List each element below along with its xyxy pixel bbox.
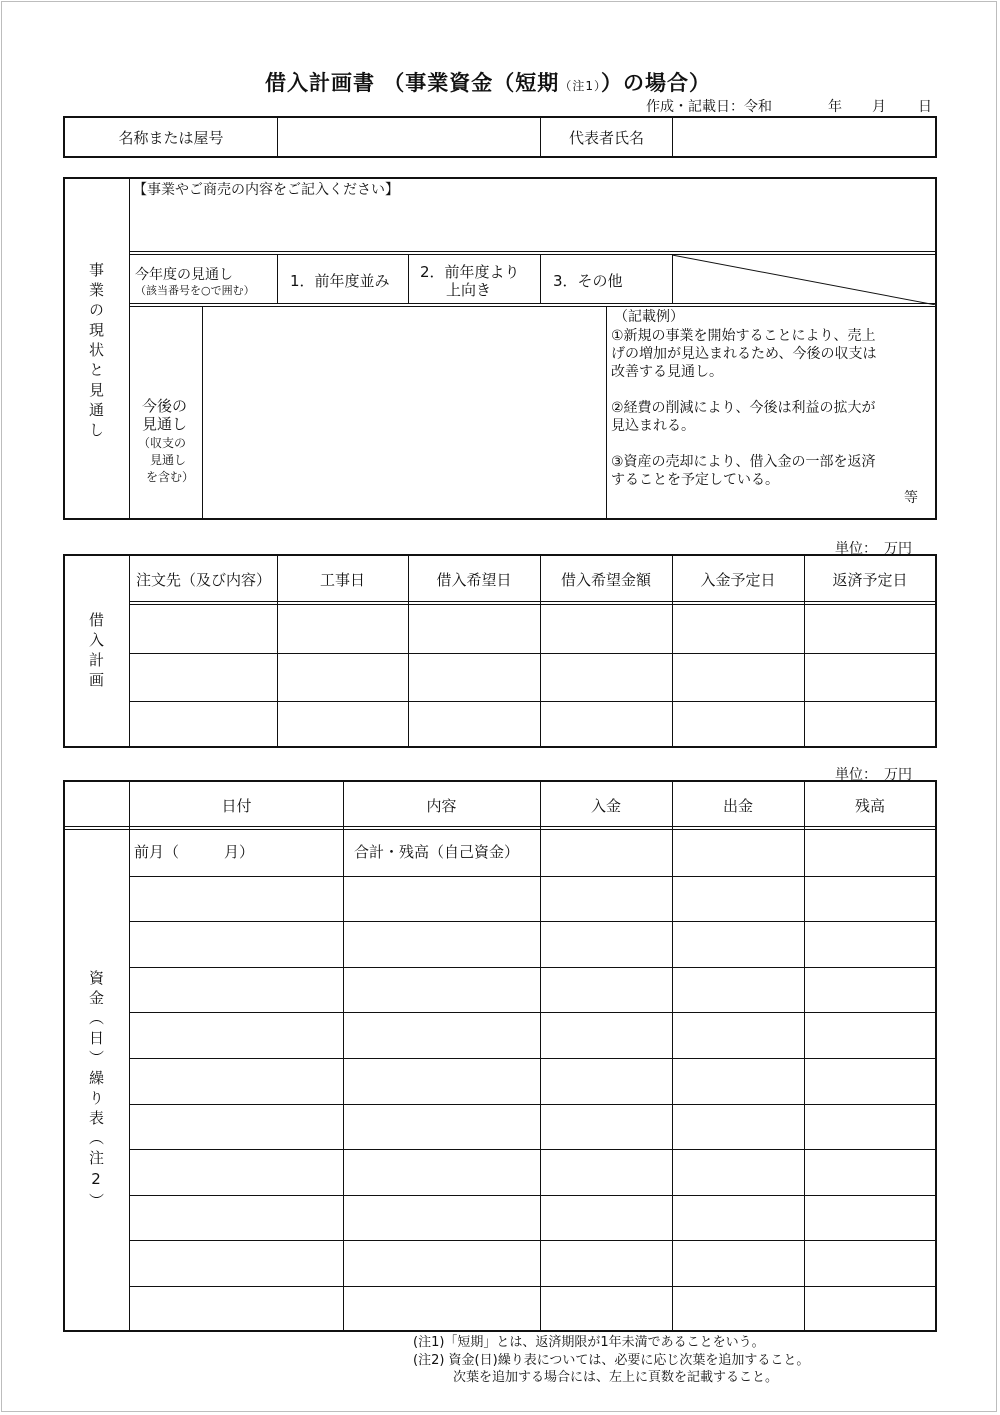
date-day-label: 日 <box>918 99 932 115</box>
cashflow-cell[interactable] <box>674 832 802 874</box>
cashflow-cell[interactable] <box>674 1014 802 1056</box>
title-note: （注1） <box>559 79 601 93</box>
cashflow-cell[interactable] <box>674 1060 802 1102</box>
prev-month-label: 前月（ 月） <box>134 843 255 861</box>
diagonal-slash <box>672 255 936 305</box>
loan-cell[interactable] <box>542 703 670 747</box>
cashflow-cell[interactable] <box>345 1014 538 1056</box>
cashflow-cell[interactable] <box>806 1151 934 1193</box>
rep-field[interactable] <box>674 118 935 156</box>
cashflow-cell[interactable] <box>806 1060 934 1102</box>
cashflow-cell[interactable] <box>132 1060 341 1102</box>
cashflow-unit-label: 単位： 万円 <box>835 767 912 783</box>
loan-cell[interactable] <box>806 655 934 699</box>
cashflow-col-header: 内容 <box>426 797 457 815</box>
date-prefix: 作成・記載日：令和 <box>646 99 772 115</box>
loan-cell[interactable] <box>279 655 406 699</box>
form-title <box>265 67 711 97</box>
title-main: 借入計画書 （事業資金（短期 <box>265 71 560 95</box>
cashflow-cell[interactable] <box>806 878 934 920</box>
cashflow-cell[interactable] <box>345 1060 538 1102</box>
loan-unit-label: 単位： 万円 <box>835 541 912 557</box>
loan-cell[interactable] <box>132 607 275 651</box>
cashflow-cell[interactable] <box>806 969 934 1011</box>
cashflow-cell[interactable] <box>542 1014 670 1056</box>
content-field[interactable] <box>131 200 935 250</box>
example-3b: することを予定している。 <box>611 472 779 488</box>
loan-cell[interactable] <box>542 607 670 651</box>
date-year-label: 年 <box>828 99 842 115</box>
cashflow-cell[interactable] <box>674 1151 802 1193</box>
content-prompt: 【事業やご商売の内容をご記入ください】 <box>133 182 399 198</box>
example-2a: ②経費の削減により、今後は利益の拡大が <box>611 400 876 416</box>
future-sub-1: （収支の <box>138 436 187 450</box>
outlook-hint: （該当番号を○で囲む） <box>135 284 255 297</box>
loan-cell[interactable] <box>542 655 670 699</box>
example-1c: 改善する見通し。 <box>611 364 723 380</box>
cashflow-cell[interactable] <box>674 923 802 965</box>
cashflow-cell[interactable] <box>542 1288 670 1330</box>
cashflow-cell[interactable] <box>132 1197 341 1239</box>
loan-cell[interactable] <box>674 607 802 651</box>
cashflow-cell[interactable] <box>132 1106 341 1148</box>
note-2: (注2) 資金(日)繰り表については、必要に応じ次葉を追加すること。 <box>413 1353 810 1368</box>
opening-balance-label: 合計・残高（自己資金） <box>354 843 520 861</box>
cashflow-cell[interactable] <box>674 1242 802 1284</box>
loan-side-label: 借入計画 <box>87 612 105 692</box>
cashflow-cell[interactable] <box>542 969 670 1011</box>
cashflow-cell[interactable] <box>345 969 538 1011</box>
loan-cell[interactable] <box>806 607 934 651</box>
cashflow-cell[interactable] <box>132 1151 341 1193</box>
loan-cell[interactable] <box>279 607 406 651</box>
loan-col-header: 返済予定日 <box>832 571 908 589</box>
status-side-label: 事業の現状と見通し <box>87 262 105 442</box>
cashflow-cell[interactable] <box>345 1197 538 1239</box>
cashflow-cell[interactable] <box>345 923 538 965</box>
cashflow-cell[interactable] <box>345 1151 538 1193</box>
option-3[interactable]: 3．その他 <box>553 272 623 290</box>
cashflow-cell[interactable] <box>542 923 670 965</box>
note-3: 次葉を追加する場合には、左上に頁数を記載すること。 <box>453 1370 779 1385</box>
cashflow-cell[interactable] <box>345 1288 538 1330</box>
cashflow-cell[interactable] <box>806 1106 934 1148</box>
future-field[interactable] <box>204 309 604 517</box>
cashflow-cell[interactable] <box>806 832 934 874</box>
rep-label: 代表者氏名 <box>568 129 644 147</box>
loan-col-header: 借入希望日 <box>436 571 512 589</box>
future-label-2: 見通し <box>142 415 188 433</box>
option-1[interactable]: 1．前年度並み <box>290 272 390 290</box>
cashflow-cell[interactable] <box>542 1106 670 1148</box>
cashflow-cell[interactable] <box>132 1242 341 1284</box>
loan-cell[interactable] <box>674 655 802 699</box>
example-3a: ③資産の売却により、借入金の一部を返済 <box>611 454 876 470</box>
cashflow-cell[interactable] <box>345 878 538 920</box>
note-1: (注1)「短期」とは、返済期限が1年未満であることをいう。 <box>413 1335 765 1350</box>
cashflow-cell[interactable] <box>674 1288 802 1330</box>
cashflow-cell[interactable] <box>542 1197 670 1239</box>
loan-cell[interactable] <box>410 607 538 651</box>
title-end: ）の場合） <box>600 71 711 95</box>
cashflow-cell[interactable] <box>674 969 802 1011</box>
cashflow-col-header: 出金 <box>722 797 753 815</box>
date-month-label: 月 <box>872 99 886 115</box>
loan-cell[interactable] <box>806 703 934 747</box>
example-1b: げの増加が見込まれるため、今後の収支は <box>611 346 877 362</box>
loan-col-header: 工事日 <box>319 571 365 589</box>
cashflow-cell[interactable] <box>674 1106 802 1148</box>
future-label-1: 今後の <box>142 397 188 415</box>
example-title: （記載例） <box>614 309 684 325</box>
cashflow-cell[interactable] <box>542 878 670 920</box>
cashflow-side-label: 資金（日）繰り表（注2） <box>87 970 105 1213</box>
cashflow-cell[interactable] <box>542 1060 670 1102</box>
loan-col-header: 注文先（及び内容） <box>135 571 271 589</box>
name-field[interactable] <box>279 118 539 156</box>
example-etc: 等 <box>904 490 918 506</box>
future-sub-2: 見通し <box>150 453 187 467</box>
cashflow-cell[interactable] <box>132 923 341 965</box>
loan-cell[interactable] <box>279 703 406 747</box>
outlook-label: 今年度の見通し <box>135 267 233 283</box>
loan-cell[interactable] <box>410 655 538 699</box>
cashflow-cell[interactable] <box>132 1288 341 1330</box>
cashflow-cell[interactable] <box>674 878 802 920</box>
option-2-cont: 上向き <box>446 281 492 299</box>
cashflow-cell[interactable] <box>542 1151 670 1193</box>
loan-col-header: 借入希望金額 <box>560 571 651 589</box>
cashflow-cell[interactable] <box>806 1014 934 1056</box>
cashflow-cell[interactable] <box>542 1242 670 1284</box>
future-sub-3: を含む） <box>146 470 195 484</box>
name-label: 名称または屋号 <box>118 129 224 147</box>
cashflow-cell[interactable] <box>806 923 934 965</box>
cashflow-cell[interactable] <box>345 1242 538 1284</box>
cashflow-cell[interactable] <box>132 969 341 1011</box>
loan-col-header: 入金予定日 <box>700 571 776 589</box>
cashflow-cell[interactable] <box>806 1288 934 1330</box>
loan-cell[interactable] <box>674 703 802 747</box>
cashflow-cell[interactable] <box>806 1242 934 1284</box>
option-2[interactable]: 2．前年度より <box>420 263 520 281</box>
cashflow-cell[interactable] <box>132 1014 341 1056</box>
cashflow-cell[interactable] <box>132 878 341 920</box>
loan-cell[interactable] <box>410 703 538 747</box>
cashflow-cell[interactable] <box>542 832 670 874</box>
loan-cell[interactable] <box>132 703 275 747</box>
cashflow-col-header: 残高 <box>854 797 885 815</box>
example-1a: ①新規の事業を開始することにより、売上 <box>611 328 876 344</box>
loan-cell[interactable] <box>132 655 275 699</box>
cashflow-col-header: 入金 <box>590 797 621 815</box>
cashflow-cell[interactable] <box>345 1106 538 1148</box>
cashflow-cell[interactable] <box>806 1197 934 1239</box>
cashflow-col-header: 日付 <box>221 797 252 815</box>
cashflow-cell[interactable] <box>674 1197 802 1239</box>
example-2b: 見込まれる。 <box>611 418 695 434</box>
